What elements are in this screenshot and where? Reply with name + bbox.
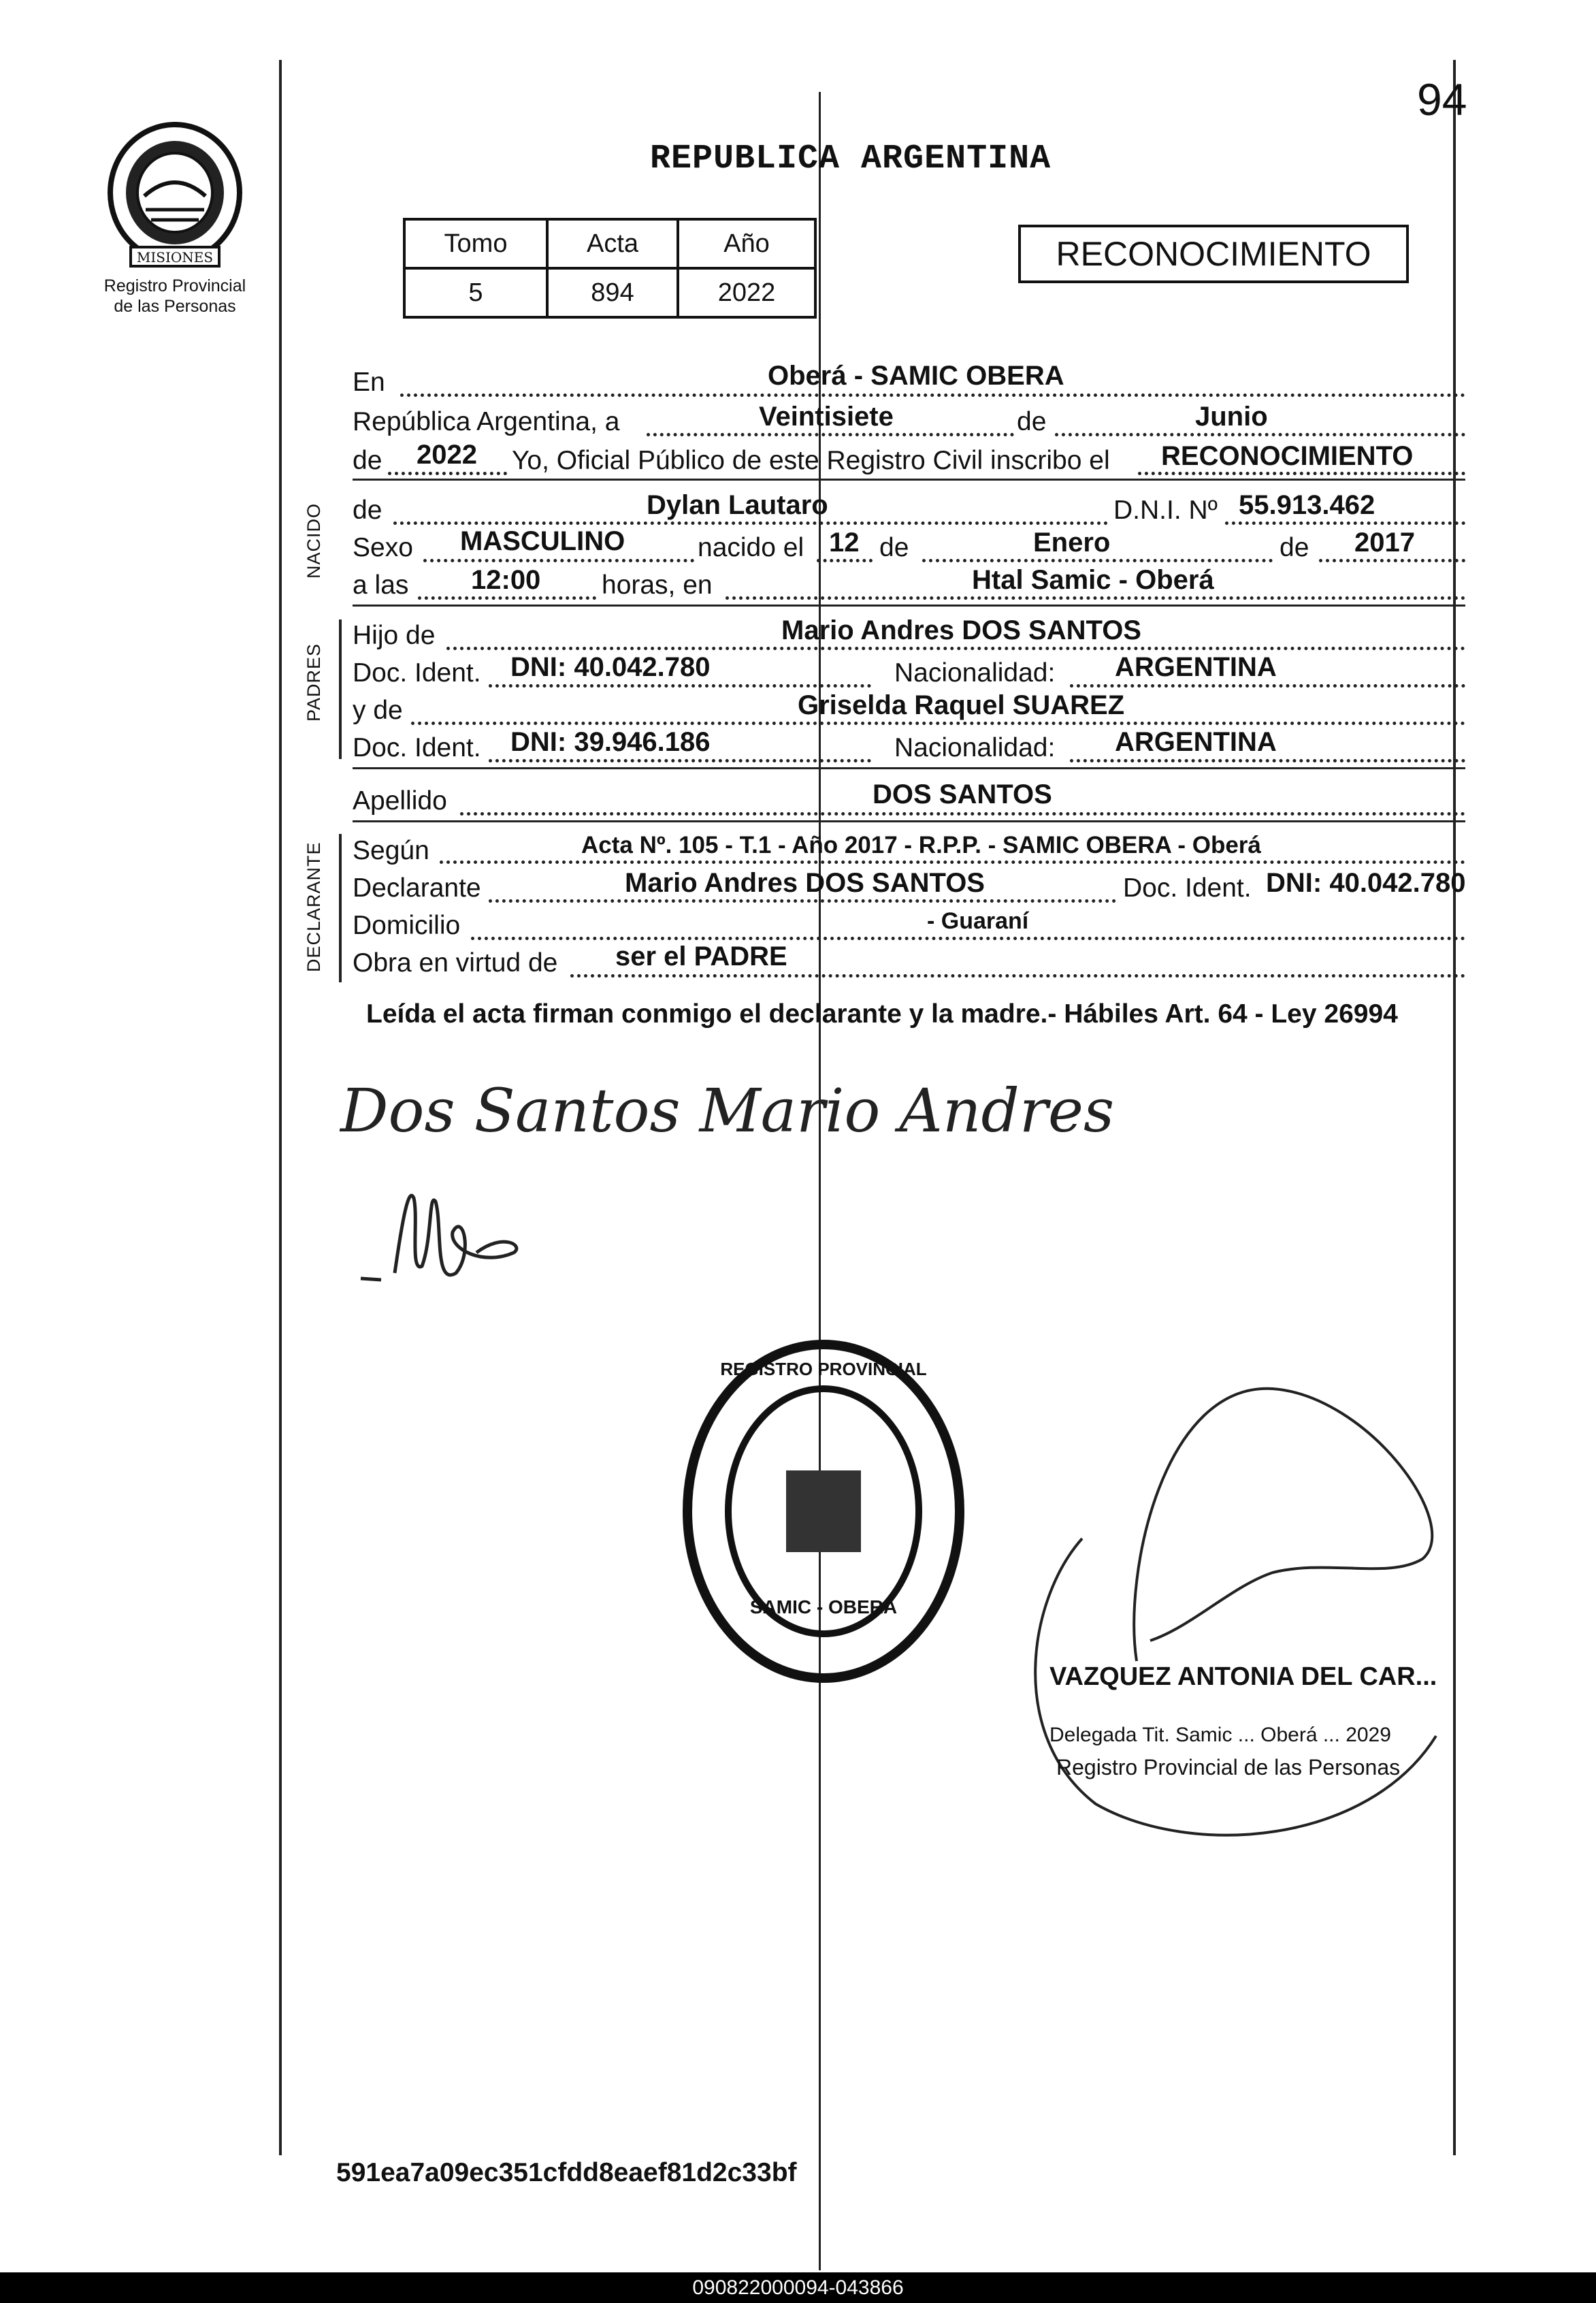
dotted-line — [1070, 684, 1465, 688]
page-number: 94 — [1417, 74, 1467, 125]
dotted-line — [1070, 759, 1465, 762]
label-horas-en: horas, en — [602, 570, 713, 600]
dotted-line — [726, 596, 1465, 600]
label-de-mes: de — [879, 533, 909, 562]
svg-text:SAMIC - OBERA: SAMIC - OBERA — [749, 1596, 898, 1617]
registry-table — [403, 218, 817, 319]
logo-caption-line-2: de las Personas — [114, 297, 236, 316]
dotted-line — [1055, 433, 1465, 436]
label-a-las: a las — [353, 570, 409, 600]
dotted-line — [400, 393, 1465, 397]
value-dni: 55.913.462 — [1239, 490, 1375, 520]
value-nac-dia: 12 — [829, 528, 860, 558]
label-republica: República Argentina, a — [353, 407, 620, 436]
label-hijo-de: Hijo de — [353, 621, 436, 650]
value-tipo: RECONOCIMIENTO — [1161, 441, 1414, 471]
value-lugar: Oberá - SAMIC OBERA — [768, 361, 1064, 391]
dotted-line — [1225, 521, 1465, 525]
value-padre-nac: ARGENTINA — [1115, 652, 1277, 682]
dotted-line — [418, 596, 596, 600]
dotted-line — [489, 899, 1116, 903]
label-sexo: Sexo — [353, 533, 413, 562]
value-segun: Acta Nº. 105 - T.1 - Año 2017 - R.P.P. - SAMIC OBERA - Oberá — [581, 832, 1261, 858]
left-margin-line — [279, 60, 282, 2155]
closing-statement: Leída el acta firman conmigo el declarante y la madre.- Hábiles Art. 64 - Ley 26994 — [366, 999, 1398, 1029]
official-stamp — [677, 1334, 970, 1688]
dotted-line — [423, 559, 694, 562]
section-label-padres: PADRES — [304, 643, 324, 722]
value-declarante-dni: DNI: 40.042.780 — [1266, 868, 1466, 898]
official-org: Registro Provincial de las Personas — [1056, 1755, 1401, 1779]
value-apellido: DOS SANTOS — [873, 779, 1052, 809]
dotted-line — [460, 812, 1465, 816]
document-title: REPUBLICA ARGENTINA — [650, 140, 1052, 178]
label-dni: D.N.I. Nº — [1113, 496, 1218, 525]
section-bracket — [339, 834, 342, 982]
dotted-line — [446, 647, 1465, 650]
table-value-acta: 894 — [547, 268, 678, 317]
label-apellido: Apellido — [353, 786, 447, 816]
official-role: Delegada Tit. Samic ... Oberá ... 2029 — [1049, 1724, 1391, 1746]
declarant-signature: Dos Santos Mario Andres — [340, 1076, 1115, 1146]
record-type-box: RECONOCIMIENTO — [1018, 225, 1409, 283]
section-bracket — [339, 619, 342, 759]
value-nac-mes: Enero — [1033, 528, 1111, 558]
footer-code: 090822000094-043866 — [0, 2272, 1596, 2303]
value-madre-nac: ARGENTINA — [1115, 727, 1277, 757]
svg-text:MISIONES: MISIONES — [136, 249, 214, 265]
table-header-tomo: Tomo — [404, 219, 547, 268]
table-value-tomo: 5 — [404, 268, 547, 317]
logo-caption-line-1: Registro Provincial — [103, 276, 246, 295]
label-de: de — [1017, 407, 1047, 436]
table-header-acta: Acta — [547, 219, 678, 268]
table-header-anio: Año — [678, 219, 815, 268]
dotted-line — [411, 722, 1465, 725]
value-nombre: Dylan Lautaro — [647, 490, 828, 520]
svg-text:REGISTRO PROVINCIAL: REGISTRO PROVINCIAL — [720, 1359, 927, 1379]
label-de-anio-nac: de — [1280, 533, 1309, 562]
value-obra: ser el PADRE — [615, 941, 787, 971]
value-declarante: Mario Andres DOS SANTOS — [625, 868, 985, 898]
label-doc-ident-padre: Doc. Ident. — [353, 658, 481, 688]
dotted-line — [1319, 559, 1465, 562]
label-doc-ident-madre: Doc. Ident. — [353, 733, 481, 762]
table-value-anio: 2022 — [678, 268, 815, 317]
value-padre: Mario Andres DOS SANTOS — [781, 615, 1141, 645]
value-domicilio: - Guaraní — [927, 908, 1029, 934]
separator-rule — [353, 479, 1465, 481]
dotted-line — [440, 860, 1465, 864]
value-hora: 12:00 — [471, 565, 541, 595]
label-yo-oficial: Yo, Oficial Público de este Registro Civil inscribo el — [512, 446, 1110, 475]
label-en: En — [353, 368, 385, 397]
value-dia: Veintisiete — [759, 402, 894, 432]
label-y-de: y de — [353, 696, 403, 725]
separator-rule — [353, 820, 1465, 822]
label-nacionalidad-madre: Nacionalidad: — [894, 733, 1056, 762]
value-sexo: MASCULINO — [460, 526, 625, 556]
dotted-line — [922, 559, 1273, 562]
value-mes: Junio — [1195, 402, 1268, 432]
dotted-line — [388, 472, 507, 475]
dotted-line — [1138, 472, 1465, 475]
value-lugar-nac: Htal Samic - Oberá — [972, 565, 1214, 595]
dotted-line — [647, 433, 1014, 436]
label-obra: Obra en virtud de — [353, 948, 558, 978]
logo-caption — [76, 276, 274, 317]
value-padre-dni: DNI: 40.042.780 — [510, 652, 711, 682]
section-label-nacido: NACIDO — [304, 502, 324, 579]
label-nacionalidad-padre: Nacionalidad: — [894, 658, 1056, 688]
dotted-line — [489, 684, 871, 688]
dotted-line — [471, 937, 1465, 940]
official-loop-signature — [987, 1355, 1477, 1872]
dotted-line — [393, 521, 1108, 525]
value-madre: Griselda Raquel SUAREZ — [798, 690, 1125, 720]
value-anio: 2022 — [417, 440, 477, 470]
label-doc-ident-declarante: Doc. Ident. — [1123, 873, 1252, 903]
label-segun: Según — [353, 836, 429, 865]
separator-rule — [353, 767, 1465, 769]
value-nac-anio: 2017 — [1354, 528, 1415, 558]
mother-signature — [354, 1171, 538, 1321]
label-de-anio: de — [353, 446, 382, 475]
label-nacido-el: nacido el — [698, 533, 804, 562]
dotted-line — [570, 974, 1465, 978]
province-seal-logo — [103, 121, 246, 271]
value-madre-dni: DNI: 39.946.186 — [510, 727, 711, 757]
dotted-line — [817, 559, 873, 562]
label-declarante: Declarante — [353, 873, 481, 903]
section-label-declarante: DECLARANTE — [304, 841, 324, 972]
dotted-line — [489, 759, 871, 762]
label-de-nombre: de — [353, 496, 382, 525]
label-domicilio: Domicilio — [353, 911, 461, 940]
document-hash: 591ea7a09ec351cfdd8eaef81d2c33bf — [336, 2158, 797, 2187]
separator-rule — [353, 605, 1465, 607]
official-name: VAZQUEZ ANTONIA DEL CAR... — [1049, 1662, 1437, 1691]
